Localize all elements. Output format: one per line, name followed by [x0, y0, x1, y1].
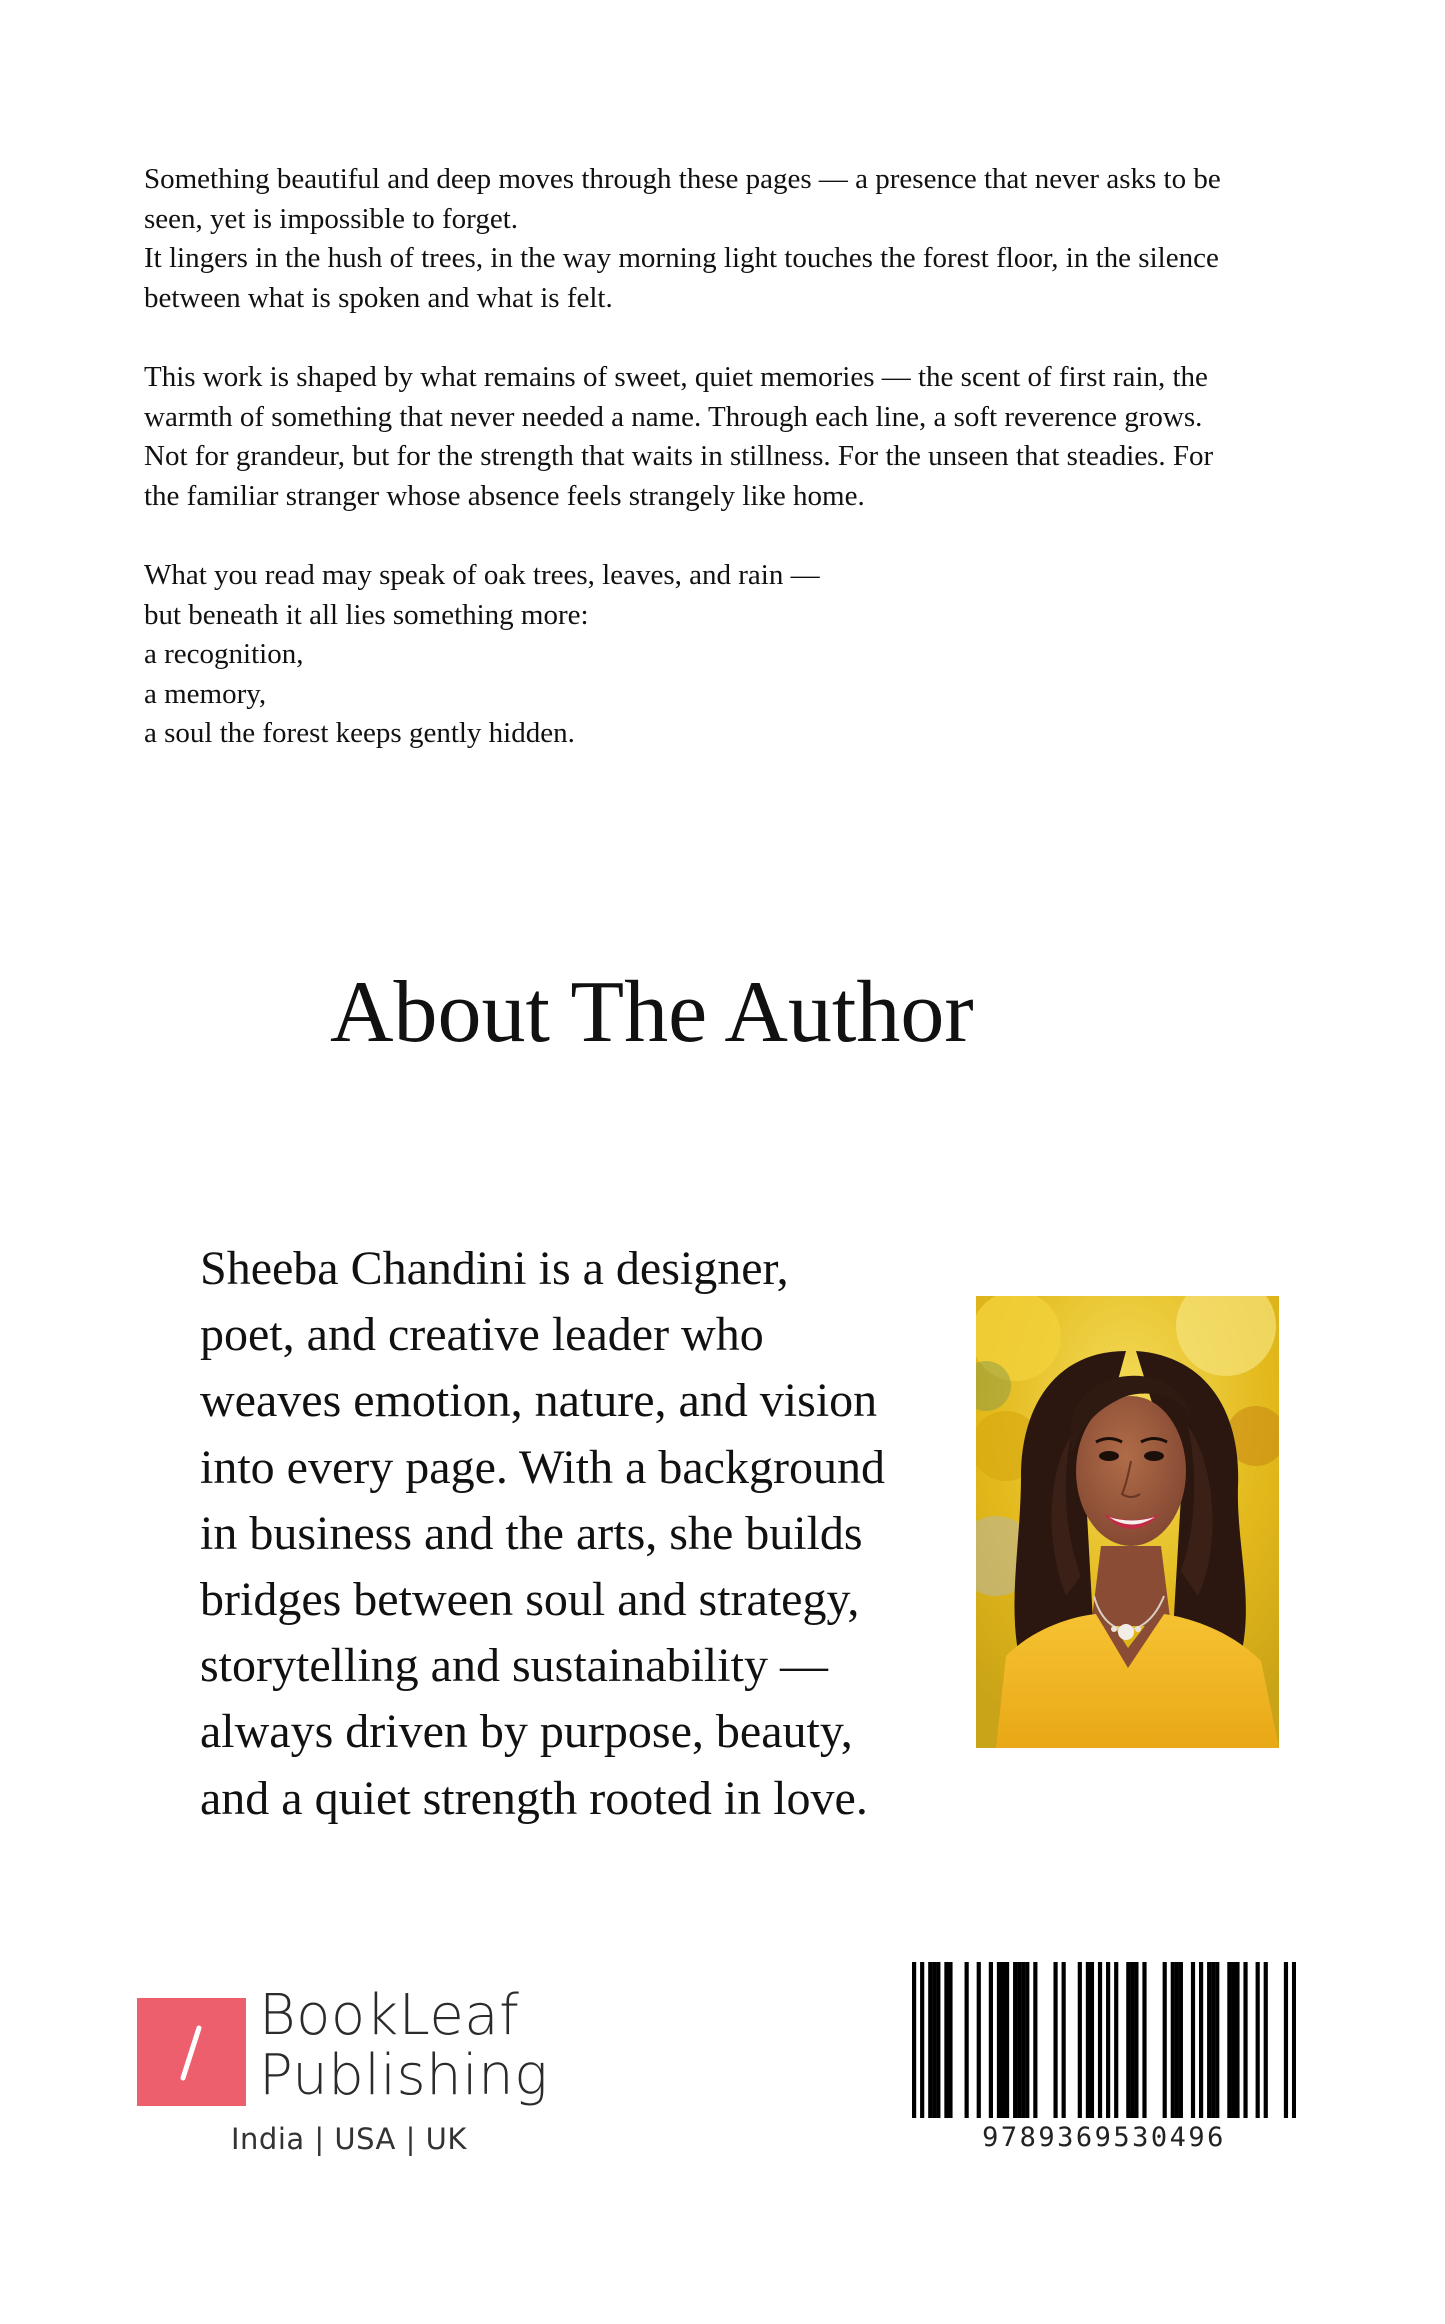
about-author-heading: About The Author	[330, 964, 974, 1061]
barcode-bar	[1256, 1962, 1260, 2118]
barcode-bar	[1013, 1962, 1017, 2118]
author-photo	[976, 1296, 1279, 1748]
barcode-bar	[1021, 1962, 1025, 2118]
bio-line: in business and the arts, she builds	[200, 1506, 863, 1560]
bio-line: always driven by purpose, beauty,	[200, 1705, 853, 1759]
barcode-bar	[1001, 1962, 1005, 2118]
barcode-bar	[1114, 1962, 1118, 2118]
barcode-bar	[1215, 1962, 1219, 2118]
blurb-line: This work is shaped by what remains of sweet, quiet memories — the scent of first rain, the	[144, 360, 1208, 393]
barcode-bar	[1175, 1962, 1179, 2118]
author-portrait-image	[976, 1296, 1279, 1748]
barcode-bar	[1227, 1962, 1231, 2118]
blurb-line: the familiar stranger whose absence feels strangely like home.	[144, 479, 865, 512]
blurb-line: a recognition,	[144, 638, 304, 671]
barcode-bar	[1199, 1962, 1203, 2118]
barcode-bar	[1292, 1962, 1296, 2118]
blurb-line: but beneath it all lies something more:	[144, 598, 589, 631]
publisher-mark	[137, 1998, 246, 2106]
blurb-line: between what is spoken and what is felt.	[144, 281, 613, 314]
blurb-paragraph-1	[144, 160, 1304, 318]
barcode-bar	[1207, 1962, 1211, 2118]
publisher-name-line1: BookLeaf	[259, 1983, 520, 2048]
barcode-bar	[1231, 1962, 1235, 2118]
barcode-bar	[1086, 1962, 1090, 2118]
barcode-bar	[944, 1962, 948, 2118]
barcode-bar	[1243, 1962, 1247, 2118]
bio-line: storytelling and sustainability —	[200, 1639, 828, 1693]
bio-line: Sheeba Chandini is a designer,	[200, 1242, 789, 1295]
barcode-bar	[1025, 1962, 1029, 2118]
barcode-bar	[936, 1962, 940, 2118]
isbn-barcode	[912, 1962, 1296, 2162]
blurb-line: warmth of something that never needed a name. Through each line, a soft reverence grows.	[144, 400, 1203, 433]
barcode-bar	[997, 1962, 1001, 2118]
barcode-bar	[932, 1962, 936, 2118]
barcode-bar	[1005, 1962, 1009, 2118]
barcode-bar	[1106, 1962, 1110, 2118]
barcode-bar	[1033, 1962, 1037, 2118]
barcode-bar	[989, 1962, 993, 2118]
barcode-bar	[948, 1962, 952, 2118]
barcode-bar	[928, 1962, 932, 2118]
barcode-bar	[1078, 1962, 1082, 2118]
barcode-bar	[1134, 1962, 1138, 2118]
barcode-bar	[912, 1962, 916, 2118]
bio-line: poet, and creative leader who	[200, 1308, 764, 1362]
publisher-name	[259, 1983, 549, 2108]
slash-logo-icon	[137, 1998, 246, 2106]
bio-line: into every page. With a background	[200, 1440, 885, 1494]
barcode-bar	[920, 1962, 924, 2118]
blurb-line: seen, yet is impossible to forget.	[144, 202, 518, 235]
barcode-bar	[1191, 1962, 1195, 2118]
barcode-bar	[1142, 1962, 1146, 2118]
blurb-line: It lingers in the hush of trees, in the way morning light touches the forest floor, in the silence	[144, 242, 1219, 275]
barcode-bar	[1053, 1962, 1057, 2118]
publisher-regions: India | USA | UK	[231, 2122, 467, 2156]
barcode-bars	[912, 1962, 1296, 2118]
author-bio	[200, 1236, 960, 1832]
barcode-bar	[1163, 1962, 1167, 2118]
back-cover-blurb	[144, 160, 1304, 794]
publisher-logo	[137, 1983, 557, 2160]
barcode-bar	[965, 1962, 969, 2118]
barcode-bar	[1130, 1962, 1134, 2118]
barcode-bar	[1098, 1962, 1102, 2118]
barcode-bar	[1284, 1962, 1288, 2118]
barcode-bar	[1090, 1962, 1094, 2118]
publisher-name-line2: Publishing	[259, 2043, 549, 2108]
barcode-bar	[1264, 1962, 1268, 2118]
blurb-line: Something beautiful and deep moves through these pages — a presence that never asks to be	[144, 163, 1221, 195]
blurb-line: Not for grandeur, but for the strength that waits in stillness. For the unseen that steadies. For	[144, 440, 1214, 473]
barcode-bar	[1017, 1962, 1021, 2118]
barcode-bar	[1235, 1962, 1239, 2118]
isbn-number: 9789369530496	[982, 2122, 1226, 2153]
bio-line: weaves emotion, nature, and vision	[200, 1374, 878, 1428]
blurb-paragraph-2	[144, 358, 1304, 516]
bio-line: bridges between soul and strategy,	[200, 1573, 860, 1627]
barcode-bar	[977, 1962, 981, 2118]
blurb-line: a soul the forest keeps gently hidden.	[144, 717, 575, 750]
blurb-line: What you read may speak of oak trees, leaves, and rain —	[144, 558, 820, 591]
blurb-line: a memory,	[144, 677, 267, 710]
blurb-paragraph-3	[144, 556, 1304, 754]
barcode-bar	[1126, 1962, 1130, 2118]
barcode-bar	[1062, 1962, 1066, 2118]
barcode-bar	[1211, 1962, 1215, 2118]
barcode-bar	[1171, 1962, 1175, 2118]
bio-line: and a quiet strength rooted in love.	[200, 1771, 868, 1825]
barcode-bar	[1179, 1962, 1183, 2118]
